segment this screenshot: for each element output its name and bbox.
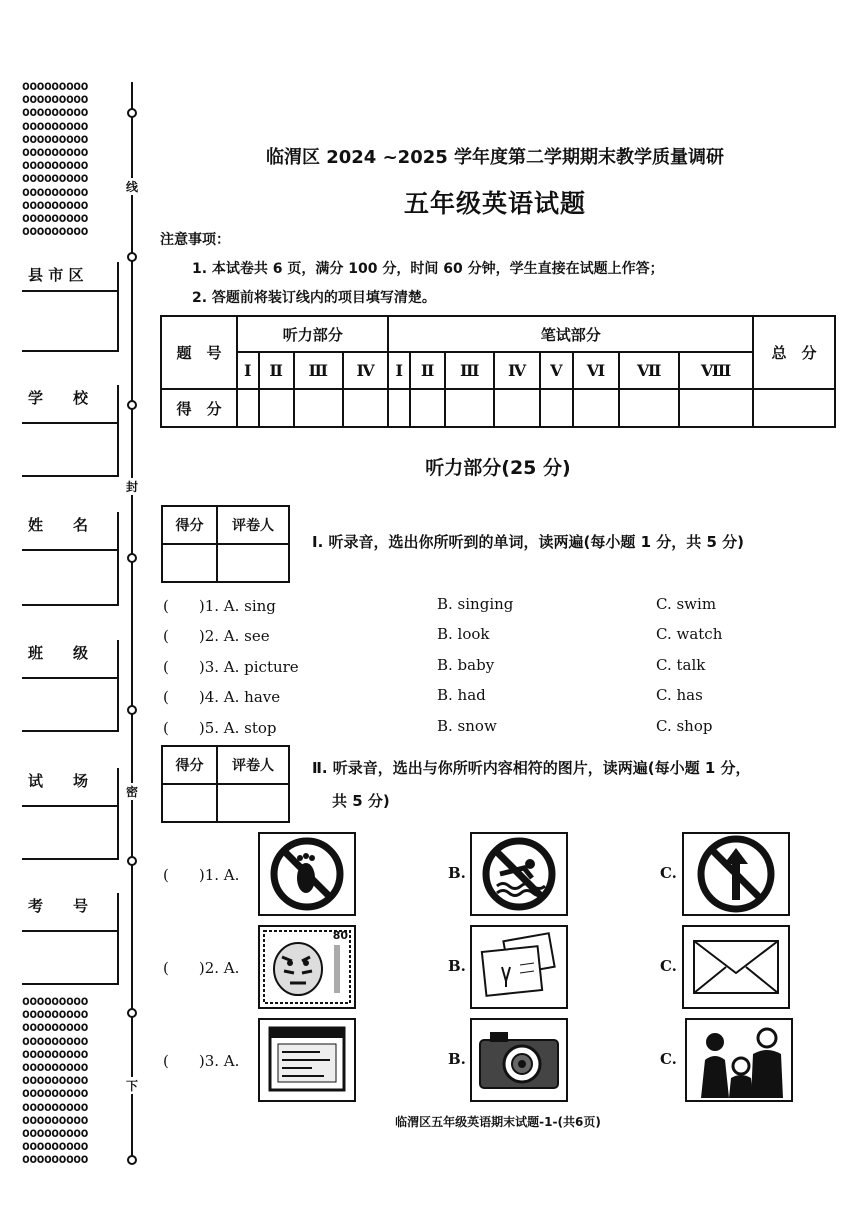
tiger-stamp-icon — [258, 925, 356, 1009]
listening-numeral: Ⅰ — [237, 352, 259, 389]
score-row-label: 得 分 — [161, 389, 237, 427]
name-label: 姓 名 — [28, 516, 89, 534]
option-c: C. swim — [656, 595, 717, 613]
field-divider — [22, 422, 117, 424]
question-number-label: 题 号 — [161, 316, 237, 389]
score-cell[interactable] — [259, 389, 294, 427]
exam-title: 临渭区 2024 ~2025 学年度第二学期期末教学质量调研 — [265, 147, 725, 168]
part1-instruction: Ⅰ. 听录音，选出你所听到的单词，读两遍(每小题 1 分，共 5 分) — [312, 533, 744, 551]
option-c: C. — [660, 957, 677, 975]
class-label: 班 级 — [28, 644, 89, 662]
stamp-value: 80 — [332, 929, 348, 942]
exam-room-label: 试 场 — [28, 772, 89, 790]
part1-item: ( )3. A. picture — [163, 658, 299, 676]
binding-char-down: 下 — [125, 1079, 138, 1093]
option-b: B. singing — [437, 595, 514, 613]
binding-circle — [127, 108, 137, 118]
option-b: B. — [448, 864, 466, 882]
class-field[interactable] — [22, 640, 119, 732]
score-box-label: 得分 — [162, 746, 217, 784]
binding-char-seal: 封 — [125, 480, 138, 494]
part1-item: ( )1. A. sing — [163, 597, 276, 615]
option-b: B. had — [437, 686, 486, 704]
county-field[interactable] — [22, 262, 119, 352]
option-b: B. — [448, 957, 466, 975]
writing-numeral: Ⅰ — [388, 352, 410, 389]
no-walking-sign-icon — [258, 832, 356, 916]
binding-char-secret: 密 — [125, 785, 138, 799]
computer-screen-email-icon — [258, 1018, 356, 1102]
binding-circle — [127, 252, 137, 262]
field-divider — [22, 677, 117, 679]
writing-header: 笔试部分 — [388, 316, 753, 352]
county-label: 县 市 区 — [28, 266, 84, 284]
score-table — [160, 315, 836, 428]
binding-dot-pattern-top: ooooooooo ooooooooo ooooooooo ooooooooo ooooooooo ooooooooo ooooooooo ooooooooo ooooooooo ooooooooo ooooooooo ooooooooo — [22, 79, 88, 240]
listening-numeral: Ⅱ — [259, 352, 294, 389]
part1-score-box — [161, 505, 290, 583]
part1-item: ( )4. A. have — [163, 688, 281, 706]
notes-heading: 注意事项： — [160, 232, 230, 248]
option-b: B. look — [437, 625, 490, 643]
score-cell[interactable] — [540, 389, 573, 427]
binding-circle — [127, 1008, 137, 1018]
binding-circle — [127, 705, 137, 715]
option-c: C. has — [656, 686, 703, 704]
part1-item: ( )2. A. see — [163, 627, 270, 645]
listening-header: 听力部分 — [237, 316, 388, 352]
grader-label: 评卷人 — [217, 746, 289, 784]
note-item: 2. 答题前将装订线内的项目填写清楚。 — [192, 290, 436, 306]
part2-grader-cell[interactable] — [217, 784, 289, 822]
total-score-cell[interactable] — [753, 389, 835, 427]
score-cell[interactable] — [494, 389, 540, 427]
score-cell[interactable] — [573, 389, 619, 427]
binding-circle — [127, 1155, 137, 1165]
score-cell[interactable] — [619, 389, 679, 427]
score-cell[interactable] — [445, 389, 494, 427]
field-divider — [22, 549, 117, 551]
option-c: C. shop — [656, 717, 713, 735]
part2-item: ( )1. A. — [163, 866, 240, 884]
part1-item: ( )5. A. stop — [163, 719, 277, 737]
part1-score-cell[interactable] — [162, 544, 217, 582]
score-cell[interactable] — [343, 389, 389, 427]
writing-numeral: Ⅲ — [445, 352, 494, 389]
exam-number-field[interactable] — [22, 893, 119, 985]
option-c: C. — [660, 864, 677, 882]
listening-numeral: Ⅲ — [294, 352, 343, 389]
option-c: C. — [660, 1050, 677, 1068]
binding-circle — [127, 553, 137, 563]
field-divider — [22, 290, 117, 292]
field-divider — [22, 805, 117, 807]
part2-item: ( )2. A. — [163, 959, 240, 977]
part2-score-cell[interactable] — [162, 784, 217, 822]
writing-numeral: Ⅱ — [410, 352, 445, 389]
score-cell[interactable] — [679, 389, 753, 427]
writing-numeral: Ⅳ — [494, 352, 540, 389]
page-footer: 临渭区五年级英语期末试题-1-(共6页) — [395, 1115, 601, 1129]
score-box-label: 得分 — [162, 506, 217, 544]
binding-circle — [127, 400, 137, 410]
writing-numeral: Ⅶ — [619, 352, 679, 389]
score-cell[interactable] — [388, 389, 410, 427]
binding-circle — [127, 856, 137, 866]
binding-dot-pattern-bottom: ooooooooo ooooooooo ooooooooo ooooooooo ooooooooo ooooooooo ooooooooo ooooooooo ooooooooo ooooooooo ooooooooo ooooooooo ooooooooo — [22, 994, 88, 1168]
writing-numeral: Ⅵ — [573, 352, 619, 389]
name-field[interactable] — [22, 512, 119, 606]
part2-instruction-cont: 共 5 分) — [332, 792, 390, 810]
part1-grader-cell[interactable] — [217, 544, 289, 582]
envelope-icon — [682, 925, 790, 1009]
binding-char-line: 线 — [125, 180, 138, 194]
option-c: C. talk — [656, 656, 706, 674]
family-photo-icon — [685, 1018, 793, 1102]
writing-numeral: Ⅷ — [679, 352, 753, 389]
listening-section-title: 听力部分(25 分) — [425, 457, 571, 479]
option-b: B. baby — [437, 656, 495, 674]
field-divider — [22, 930, 117, 932]
option-b: B. — [448, 1050, 466, 1068]
exam-subtitle: 五年级英语试题 — [403, 189, 586, 218]
note-item: 1. 本试卷共 6 页，满分 100 分，时间 60 分钟，学生直接在试题上作答； — [192, 261, 664, 277]
score-cell[interactable] — [294, 389, 343, 427]
no-swimming-sign-icon — [470, 832, 568, 916]
school-label: 学 校 — [28, 389, 89, 407]
camera-icon — [470, 1018, 568, 1102]
score-cell[interactable] — [410, 389, 445, 427]
school-field[interactable] — [22, 385, 119, 477]
postcards-icon — [470, 925, 568, 1009]
grader-label: 评卷人 — [217, 506, 289, 544]
binding-line — [131, 82, 133, 1162]
option-b: B. snow — [437, 717, 497, 735]
part2-item: ( )3. A. — [163, 1052, 240, 1070]
total-label: 总 分 — [753, 316, 835, 389]
exam-number-label: 考 号 — [28, 897, 89, 915]
part2-score-box — [161, 745, 290, 823]
listening-numeral: Ⅳ — [343, 352, 389, 389]
part2-instruction: Ⅱ. 听录音，选出与你所听内容相符的图片，读两遍(每小题 1 分， — [312, 759, 751, 777]
writing-numeral: Ⅴ — [540, 352, 573, 389]
exam-room-field[interactable] — [22, 768, 119, 860]
notes — [160, 226, 664, 313]
option-c: C. watch — [656, 625, 723, 643]
no-straight-ahead-sign-icon — [682, 832, 790, 916]
score-cell[interactable] — [237, 389, 259, 427]
